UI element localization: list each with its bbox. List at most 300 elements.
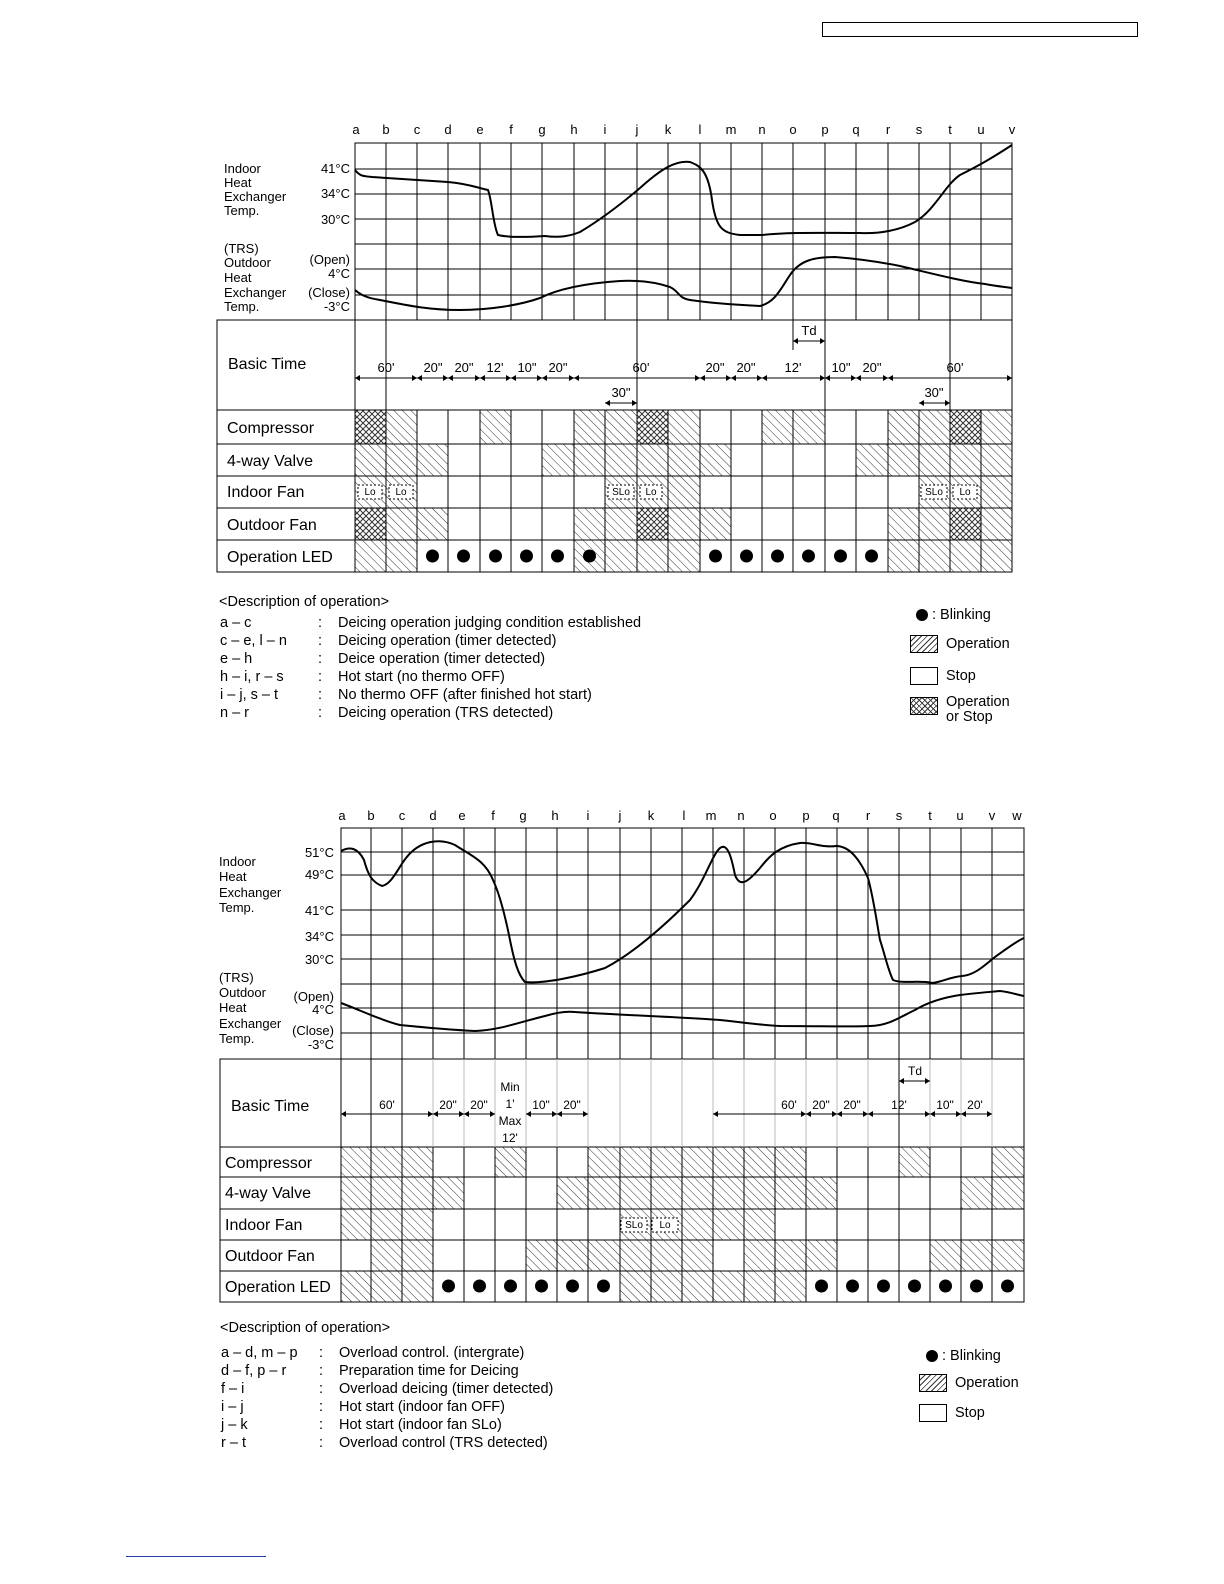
- d2-outdoor-mark: -3°C: [307, 1037, 334, 1052]
- blinking-dot: [535, 1280, 548, 1293]
- d1-time-label: 20": [548, 360, 568, 375]
- state-cell: [982, 509, 1012, 540]
- d1-indoor-label: Heat: [224, 175, 252, 190]
- state-cell: [638, 509, 668, 540]
- d2-fan-label: Lo: [659, 1220, 671, 1231]
- timing-diagram-2: [0, 800, 1224, 1330]
- d2-time-label: 12': [502, 1131, 518, 1145]
- arrow-head: [888, 375, 893, 381]
- state-cell: [683, 1241, 713, 1271]
- blinking-dot: [442, 1280, 455, 1293]
- state-cell: [606, 411, 637, 444]
- d1-letter: h: [570, 122, 578, 137]
- d1-letter: g: [538, 122, 546, 137]
- d2-time-label: 20": [439, 1098, 457, 1112]
- arrow-head: [526, 1111, 531, 1117]
- d1-fan-label: Lo: [959, 487, 971, 498]
- desc-key: d – f, p – r: [221, 1363, 287, 1379]
- arrow-head: [851, 375, 856, 381]
- state-cell: [683, 1272, 713, 1302]
- arrow-head: [341, 1111, 346, 1117]
- state-cell: [794, 411, 825, 444]
- desc-key: a – c: [220, 615, 252, 631]
- arrow-head: [475, 375, 480, 381]
- arrow-head: [569, 375, 574, 381]
- state-cell: [342, 1210, 371, 1240]
- d1-outdoor-label: Outdoor: [224, 255, 271, 270]
- d2-row-indoor-fan: Indoor Fan: [225, 1217, 303, 1234]
- state-cell: [372, 1178, 402, 1209]
- state-cell: [669, 541, 700, 572]
- d2-letter: r: [865, 808, 871, 823]
- arrow-head: [464, 1111, 469, 1117]
- blinking-dot: [865, 550, 878, 563]
- d1-row-4way-valve: 4-way Valve: [227, 453, 313, 470]
- arrow-head: [695, 375, 700, 381]
- d1-row-operation-led: Operation LED: [227, 549, 333, 566]
- d1-time-label: 60': [946, 360, 964, 375]
- state-cell: [683, 1178, 713, 1209]
- state-cell: [638, 411, 668, 444]
- d1-letter: r: [885, 122, 891, 137]
- d1-time-label: 20": [862, 360, 882, 375]
- state-cell: [543, 445, 574, 476]
- d1-fan-label: Lo: [395, 487, 407, 498]
- d1-letter: v: [1008, 122, 1016, 137]
- d1-letter: a: [352, 122, 360, 137]
- arrow-head: [443, 375, 448, 381]
- arrow-head: [632, 400, 637, 406]
- blinking-dot: [457, 550, 470, 563]
- d2-time-label: 60': [781, 1098, 797, 1112]
- d2-outdoor-label: Outdoor: [219, 985, 266, 1000]
- state-cell: [652, 1272, 682, 1302]
- d1-time-label: 20": [454, 360, 474, 375]
- blinking-dot: [834, 550, 847, 563]
- arrow-head: [925, 1078, 930, 1084]
- state-cell: [638, 541, 668, 572]
- d1-letter: l: [698, 122, 702, 137]
- state-cell: [931, 1241, 961, 1271]
- d2-time-label: 20": [843, 1098, 861, 1112]
- d1-time-label: 12': [784, 360, 802, 375]
- state-cell: [372, 1148, 402, 1177]
- desc-key: i – j: [221, 1399, 244, 1415]
- blinking-dot-icon: [916, 609, 928, 621]
- d2-letter: j: [618, 808, 622, 823]
- crosshatch-swatch-icon: [910, 697, 938, 715]
- d2-row-compressor: Compressor: [225, 1155, 313, 1172]
- state-cell: [920, 411, 950, 444]
- d1-row-indoor-fan: Indoor Fan: [227, 484, 305, 501]
- state-cell: [403, 1272, 433, 1302]
- d2-description-title: <Description of operation>: [220, 1320, 391, 1336]
- state-cell: [920, 541, 950, 572]
- desc-sep: :: [319, 1345, 324, 1361]
- state-cell: [356, 411, 386, 444]
- d2-letter: c: [398, 808, 406, 823]
- blinking-dot: [504, 1280, 517, 1293]
- desc-text: No thermo OFF (after finished hot start): [338, 687, 592, 703]
- blinking-dot: [520, 550, 533, 563]
- arrow-head: [537, 375, 542, 381]
- arrow-head: [793, 338, 798, 344]
- d1-letter: s: [915, 122, 923, 137]
- state-cell: [776, 1148, 806, 1177]
- arrow-head: [605, 400, 610, 406]
- state-cell: [763, 411, 793, 444]
- state-cell: [652, 1241, 682, 1271]
- blinking-dot: [970, 1280, 983, 1293]
- state-cell: [745, 1178, 775, 1209]
- state-cell: [652, 1148, 682, 1177]
- arrow-head: [945, 400, 950, 406]
- d2-temp-tick: 30°C: [304, 952, 334, 967]
- arrow-head: [459, 1111, 464, 1117]
- state-cell: [857, 445, 888, 476]
- d2-letters: [338, 808, 1022, 823]
- state-cell: [387, 541, 417, 572]
- state-cell: [889, 411, 919, 444]
- desc-text: Deicing operation judging condition established: [338, 615, 642, 631]
- d2-temp-tick: 49°C: [304, 867, 334, 882]
- d2-letter: l: [682, 808, 686, 823]
- d2-letter: a: [338, 808, 346, 823]
- legend-blinking: : Blinking: [916, 607, 991, 623]
- d2-letter: m: [705, 808, 717, 823]
- desc-text: Overload deicing (timer detected): [339, 1381, 554, 1397]
- state-cell: [621, 1148, 651, 1177]
- d2-letter: s: [895, 808, 903, 823]
- state-cell: [745, 1241, 775, 1271]
- d1-basic-time: [378, 323, 964, 400]
- state-cell: [558, 1241, 588, 1271]
- d1-td-label: Td: [801, 323, 817, 338]
- d1-row-basic-time: Basic Time: [228, 356, 307, 373]
- d2-letter: t: [928, 808, 932, 823]
- d2-time-label: 10": [936, 1098, 954, 1112]
- d2-letter: u: [956, 808, 964, 823]
- state-cell: [920, 445, 950, 476]
- desc-key: h – i, r – s: [220, 669, 284, 685]
- arrow-head: [856, 375, 861, 381]
- state-cell: [638, 445, 668, 476]
- state-cell: [714, 1210, 744, 1240]
- d2-axis-labels: [219, 845, 334, 1052]
- state-cell: [496, 1148, 526, 1177]
- state-cell: [807, 1178, 837, 1209]
- state-cell: [683, 1210, 713, 1240]
- blinking-dot: [815, 1280, 828, 1293]
- desc-sep: :: [318, 669, 323, 685]
- d2-letter: e: [458, 808, 466, 823]
- state-cell: [982, 411, 1012, 444]
- blinking-dot: [846, 1280, 859, 1293]
- header-box: [822, 22, 1138, 37]
- d1-time-label: 10": [831, 360, 851, 375]
- d1-legend: [912, 605, 1032, 730]
- state-cell: [481, 411, 511, 444]
- arrow-head: [825, 375, 830, 381]
- d1-letters: [352, 122, 1015, 137]
- d1-time-label: 60': [377, 360, 395, 375]
- state-cell: [342, 1178, 371, 1209]
- blinking-dot: [597, 1280, 610, 1293]
- d2-time-label: 12': [891, 1098, 907, 1112]
- legend-stop: Stop: [910, 667, 976, 685]
- state-cell: [920, 509, 950, 540]
- desc-key: r – t: [221, 1435, 246, 1451]
- state-cell: [606, 509, 637, 540]
- state-cell: [745, 1272, 775, 1302]
- arrow-head: [552, 1111, 557, 1117]
- d1-outdoor-curve: [355, 257, 1012, 310]
- d2-letter: q: [832, 808, 840, 823]
- d2-time-label: 1': [505, 1097, 515, 1111]
- d2-letter: w: [1012, 808, 1022, 823]
- d1-time-label: 20": [705, 360, 725, 375]
- state-cell: [403, 1148, 433, 1177]
- state-cell: [701, 445, 731, 476]
- state-cell: [962, 1178, 992, 1209]
- arrow-head: [832, 1111, 837, 1117]
- blinking-dot: [1001, 1280, 1014, 1293]
- state-cell: [900, 1148, 930, 1177]
- desc-key: f – i: [221, 1381, 245, 1397]
- desc-key: c – e, l – n: [220, 633, 287, 649]
- state-cell: [434, 1178, 464, 1209]
- blinking-dot: [771, 550, 784, 563]
- blinking-dot: [489, 550, 502, 563]
- arrow-head: [762, 375, 767, 381]
- d1-temp-tick: 30°C: [320, 212, 350, 227]
- state-cell: [962, 1241, 992, 1271]
- arrow-head: [428, 1111, 433, 1117]
- d1-subtime-label: 30": [611, 385, 631, 400]
- arrow-head: [820, 338, 825, 344]
- d1-outdoor-mark: 4°C: [328, 266, 350, 281]
- d2-legend: [922, 1346, 1042, 1426]
- state-cell: [589, 1241, 620, 1271]
- arrow-head: [490, 1111, 495, 1117]
- d2-temp-grid: [341, 828, 1024, 1059]
- state-cell: [951, 445, 981, 476]
- blinking-dot: [566, 1280, 579, 1293]
- state-cell: [714, 1148, 744, 1177]
- footer-link-underline: [126, 1556, 266, 1557]
- d1-letter: u: [977, 122, 985, 137]
- state-cell: [606, 445, 637, 476]
- state-cell: [701, 509, 731, 540]
- arrow-head: [583, 1111, 588, 1117]
- state-cell: [745, 1210, 775, 1240]
- state-cell: [669, 477, 700, 508]
- desc-sep: :: [318, 705, 323, 721]
- state-cell: [652, 1178, 682, 1209]
- arrow-head: [511, 375, 516, 381]
- d2-letter: v: [988, 808, 996, 823]
- arrow-head: [417, 375, 422, 381]
- d1-letter: o: [789, 122, 797, 137]
- state-cell: [372, 1241, 402, 1271]
- d1-outdoor-label: Heat: [224, 270, 252, 285]
- state-cell: [776, 1178, 806, 1209]
- d1-outdoor-mark: (Open): [309, 252, 350, 267]
- empty-swatch-icon: [910, 667, 938, 685]
- d2-temp-tick: 41°C: [304, 903, 334, 918]
- desc-key: i – j, s – t: [220, 687, 279, 703]
- state-cell: [589, 1148, 620, 1177]
- legend-operation: Operation: [910, 635, 1010, 653]
- desc-key: e – h: [220, 651, 253, 667]
- arrow-head: [542, 375, 547, 381]
- d2-letter: i: [586, 808, 590, 823]
- arrow-head: [899, 1078, 904, 1084]
- state-cell: [889, 445, 919, 476]
- d1-row-outdoor-fan: Outdoor Fan: [227, 517, 317, 534]
- state-cell: [669, 445, 700, 476]
- arrow-head: [820, 375, 825, 381]
- d2-time-label: 20": [470, 1098, 488, 1112]
- d1-subtime-label: 30": [924, 385, 944, 400]
- arrow-head: [412, 375, 417, 381]
- d1-indoor-label: Exchanger: [224, 189, 287, 204]
- d2-outdoor-mark: (Close): [292, 1023, 334, 1038]
- d1-letter: p: [821, 122, 829, 137]
- desc-sep: :: [319, 1435, 324, 1451]
- d1-letter: m: [725, 122, 737, 137]
- d2-letter: n: [737, 808, 745, 823]
- d2-time-label: 10": [532, 1098, 550, 1112]
- d1-letter: n: [758, 122, 766, 137]
- state-cell: [606, 541, 637, 572]
- d2-outdoor-label: Exchanger: [219, 1016, 282, 1031]
- state-cell: [776, 1241, 806, 1271]
- d1-time-label: 12': [486, 360, 504, 375]
- d2-outdoor-label: (TRS): [219, 970, 254, 985]
- state-cell: [993, 1178, 1024, 1209]
- state-cell: [621, 1178, 651, 1209]
- d2-outdoor-label: Heat: [219, 1000, 247, 1015]
- arrow-head: [987, 1111, 992, 1117]
- desc-sep: :: [319, 1381, 324, 1397]
- state-cell: [993, 1148, 1024, 1177]
- arrow-head: [883, 375, 888, 381]
- state-cell: [951, 509, 981, 540]
- d1-indoor-label: Indoor: [224, 161, 261, 176]
- hatch-swatch-icon: [919, 1374, 947, 1392]
- d1-description-title: <Description of operation>: [219, 594, 390, 610]
- d1-outdoor-label: Temp.: [224, 299, 260, 314]
- state-cell: [683, 1148, 713, 1177]
- state-cell: [342, 1148, 371, 1177]
- d1-axis-labels: [224, 161, 350, 314]
- d1-letter: t: [948, 122, 952, 137]
- d2-basic-time: [379, 1064, 983, 1145]
- state-cell: [982, 541, 1012, 572]
- d1-fan-label: SLo: [612, 487, 630, 498]
- state-cell: [372, 1272, 402, 1302]
- desc-text: Overload control. (intergrate): [339, 1345, 525, 1361]
- d2-row-4way-valve: 4-way Valve: [225, 1185, 311, 1202]
- state-cell: [669, 509, 700, 540]
- blinking-dot: [908, 1280, 921, 1293]
- d2-letter: b: [367, 808, 375, 823]
- arrow-head: [448, 375, 453, 381]
- arrow-head: [700, 375, 705, 381]
- state-cell: [342, 1272, 371, 1302]
- arrow-head: [925, 1111, 930, 1117]
- legend-operation: Operation: [919, 1374, 1019, 1392]
- state-cell: [418, 445, 448, 476]
- state-cell: [745, 1148, 775, 1177]
- desc-text: Overload control (TRS detected): [339, 1435, 548, 1451]
- state-cell: [403, 1210, 433, 1240]
- empty-swatch-icon: [919, 1404, 947, 1422]
- state-cell: [558, 1178, 588, 1209]
- arrow-head: [355, 375, 360, 381]
- arrow-head: [801, 1111, 806, 1117]
- arrow-head: [956, 1111, 961, 1117]
- legend-stop: Stop: [919, 1404, 985, 1422]
- d1-outdoor-label: (TRS): [224, 241, 259, 256]
- d1-indoor-label: Temp.: [224, 203, 260, 218]
- d2-time-label: Min: [500, 1080, 520, 1094]
- d2-indoor-label: Temp.: [219, 900, 255, 915]
- state-cell: [807, 1241, 837, 1271]
- state-cell: [575, 445, 605, 476]
- d2-outdoor-label: Temp.: [219, 1031, 255, 1046]
- d2-letter: f: [491, 808, 495, 823]
- state-cell: [372, 1210, 402, 1240]
- desc-text: Deicing operation (TRS detected): [338, 705, 554, 721]
- d1-outdoor-mark: (Close): [308, 285, 350, 300]
- d2-letter: h: [551, 808, 559, 823]
- desc-text: Deice operation (timer detected): [338, 651, 546, 667]
- state-cell: [356, 509, 386, 540]
- desc-sep: :: [319, 1363, 324, 1379]
- d1-row-compressor: Compressor: [227, 420, 315, 437]
- arrow-head: [806, 1111, 811, 1117]
- arrow-head: [433, 1111, 438, 1117]
- desc-sep: :: [319, 1399, 324, 1415]
- state-cell: [589, 1178, 620, 1209]
- legend-op-or-stop: Operation or Stop: [910, 695, 1010, 725]
- state-cell: [387, 445, 417, 476]
- d2-outdoor-mark: 4°C: [312, 1002, 334, 1017]
- state-cell: [418, 509, 448, 540]
- state-cell: [387, 411, 417, 444]
- desc-text: Hot start (indoor fan SLo): [339, 1417, 502, 1433]
- arrow-head: [506, 375, 511, 381]
- desc-sep: :: [318, 651, 323, 667]
- state-cell: [951, 541, 981, 572]
- desc-text: Deicing operation (timer detected): [338, 633, 557, 649]
- arrow-head: [1007, 375, 1012, 381]
- state-cell: [669, 411, 700, 444]
- d2-temp-tick: 34°C: [304, 929, 334, 944]
- blinking-dot: [802, 550, 815, 563]
- d1-outdoor-mark: -3°C: [323, 299, 350, 314]
- blinking-dot: [877, 1280, 890, 1293]
- d2-fan-label: SLo: [625, 1220, 643, 1231]
- state-cell: [356, 541, 386, 572]
- desc-text: Preparation time for Deicing: [339, 1363, 519, 1379]
- arrow-head: [837, 1111, 842, 1117]
- d2-letter: o: [769, 808, 777, 823]
- arrow-head: [868, 1111, 873, 1117]
- state-cell: [889, 541, 919, 572]
